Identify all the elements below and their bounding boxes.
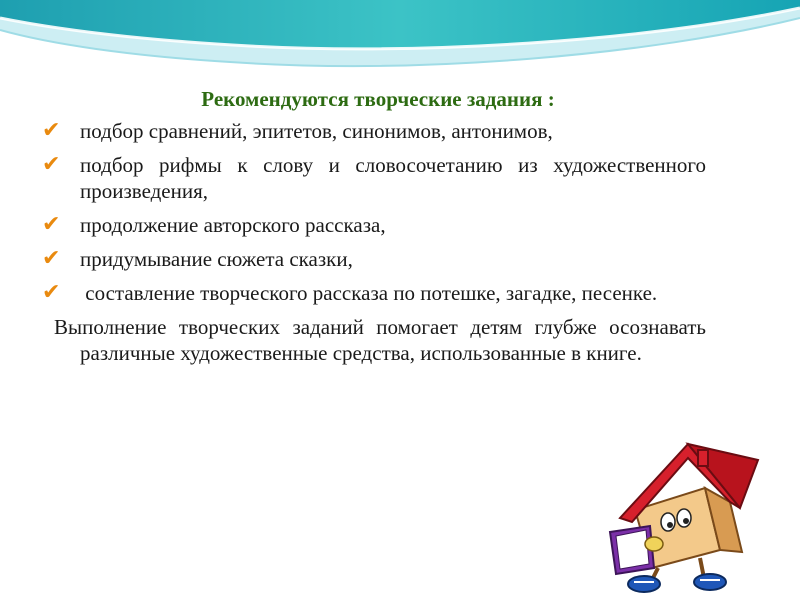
summary-paragraph: Выполнение творческих заданий помогает детям глубже осознавать различные художественные средства, использованные в книге. [54, 315, 706, 365]
list-item: ✔ подбор рифмы к слову и словосочетанию из художественного произведения, [42, 152, 706, 203]
list-item: ✔ придумывание сюжета сказки, [42, 246, 353, 271]
checkmark-icon: ✔ [42, 246, 61, 271]
list-item: ✔ подбор сравнений, эпитетов, синонимов, антонимов, [42, 118, 553, 143]
reading-house-illustration [580, 440, 770, 595]
slide-content [40, 86, 706, 366]
task-list [40, 118, 706, 306]
header-wave-decoration [0, 0, 800, 80]
list-item: ✔ составление творческого рассказа по потешке, загадке, песенке. [42, 280, 658, 305]
list-item: ✔ продолжение авторского рассказа, [42, 212, 386, 237]
slide-title: Рекомендуются творческие задания : [201, 87, 555, 111]
checkmark-icon: ✔ [42, 280, 61, 305]
checkmark-icon: ✔ [42, 118, 61, 143]
checkmark-icon: ✔ [42, 212, 61, 237]
checkmark-icon: ✔ [42, 152, 61, 177]
